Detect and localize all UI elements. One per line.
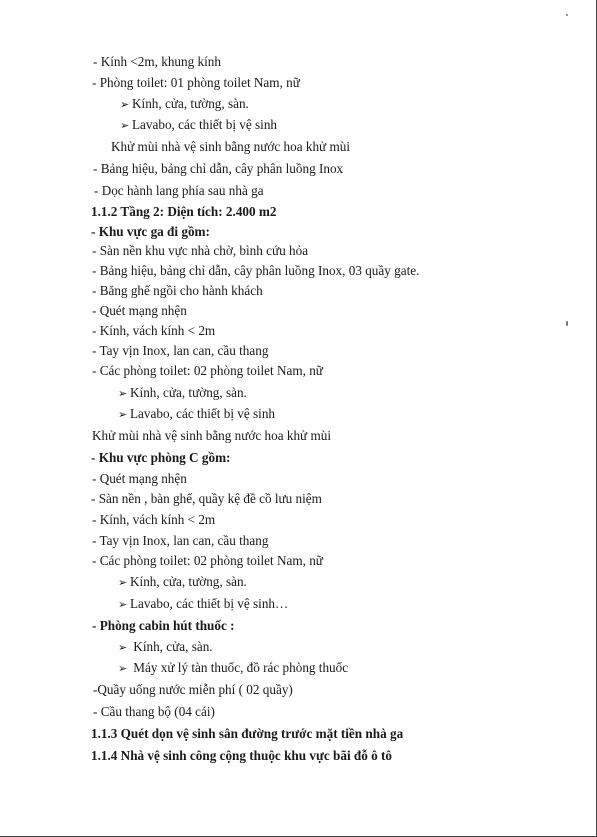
scan-speck: [566, 14, 568, 16]
text-line: - Kính, vách kính < 2m: [92, 512, 216, 527]
arrow-bullet-icon: ➢: [118, 663, 128, 675]
text-line: -Quầy uống nước miễn phí ( 02 quầy): [93, 682, 293, 697]
text-line: - Sàn nền , bàn ghế, quầy kệ đề cồ lưu niệm: [91, 491, 322, 506]
section-heading: 1.1.2 Tầng 2: Diện tích: 2.400 m2: [91, 204, 277, 219]
list-item: ➢ Lavabo, các thiết bị vệ sinh: [118, 406, 276, 421]
subsection-heading: - Phòng cabin hút thuốc :: [92, 618, 235, 633]
section-heading: 1.1.4 Nhà vệ sinh công cộng thuộc khu vực bãi đỗ ô tô: [91, 748, 393, 763]
arrow-bullet-icon: ➢: [120, 120, 130, 132]
arrow-bullet-icon: ➢: [120, 99, 130, 111]
arrow-bullet-icon: ➢: [118, 388, 128, 400]
text-line: - Bảng hiệu, bảng chỉ dẫn, cây phân luồng Inox, 03 quầy gate.: [92, 263, 420, 278]
text-line: - Quét mạng nhện: [92, 303, 187, 318]
text-line: - Các phòng toilet: 02 phòng toilet Nam, nữ: [92, 363, 323, 378]
text-line: - Cầu thang bộ (04 cái): [93, 704, 215, 719]
text-line: - Kính, vách kính < 2m: [92, 323, 216, 338]
text-line: - Phòng toilet: 01 phòng toilet Nam, nữ: [92, 75, 300, 90]
arrow-bullet-icon: ➢: [118, 599, 128, 611]
arrow-bullet-icon: ➢: [118, 409, 128, 421]
text-line: Khử mùi nhà vệ sinh bằng nước hoa khử mùi: [111, 139, 351, 154]
arrow-bullet-icon: ➢: [118, 577, 128, 589]
text-line: - Băng ghế ngồi cho hành khách: [92, 283, 263, 298]
text-line: - Kính <2m, khung kính: [93, 54, 221, 69]
text-line: - Dọc hành lang phía sau nhà ga: [94, 183, 264, 198]
subsection-heading: - Khu vực phòng C gồm:: [91, 450, 231, 465]
text-line: Khử mùi nhà vệ sinh bằng nước hoa khử mùi: [92, 428, 332, 443]
arrow-bullet-icon: ➢: [118, 642, 128, 654]
list-item: ➢ Kính, cửa, sàn.: [118, 639, 213, 654]
text-line: - Các phòng toilet: 02 phòng toilet Nam, nữ: [92, 553, 323, 568]
list-item: ➢ Kính, cửa, tường, sàn.: [120, 96, 249, 111]
list-item: ➢ Kính, cửa, tường, sàn.: [118, 385, 247, 400]
scan-speck: [566, 321, 568, 326]
text-line: - Tay vịn Inox, lan can, cầu thang: [92, 533, 269, 548]
list-item: ➢ Lavabo, các thiết bị vệ sinh…: [118, 596, 289, 611]
list-item: ➢ Lavabo, các thiết bị vệ sinh: [120, 117, 278, 132]
list-item: ➢ Máy xử lý tàn thuốc, đồ rác phòng thuốc: [118, 660, 349, 675]
text-line: - Bảng hiệu, bảng chỉ dẫn, cây phân luồng Inox: [93, 161, 344, 176]
section-heading: 1.1.3 Quét dọn vệ sinh sân đường trước mặt tiền nhà ga: [91, 726, 404, 741]
subsection-heading: - Khu vực ga đi gồm:: [91, 224, 210, 239]
list-item: ➢ Kính, cửa, tường, sàn.: [118, 574, 247, 589]
text-line: - Tay vịn Inox, lan can, cầu thang: [92, 343, 269, 358]
text-line: - Quét mạng nhện: [92, 471, 187, 486]
text-line: - Sàn nền khu vực nhà chờ, bình cứu hỏa: [92, 243, 309, 258]
